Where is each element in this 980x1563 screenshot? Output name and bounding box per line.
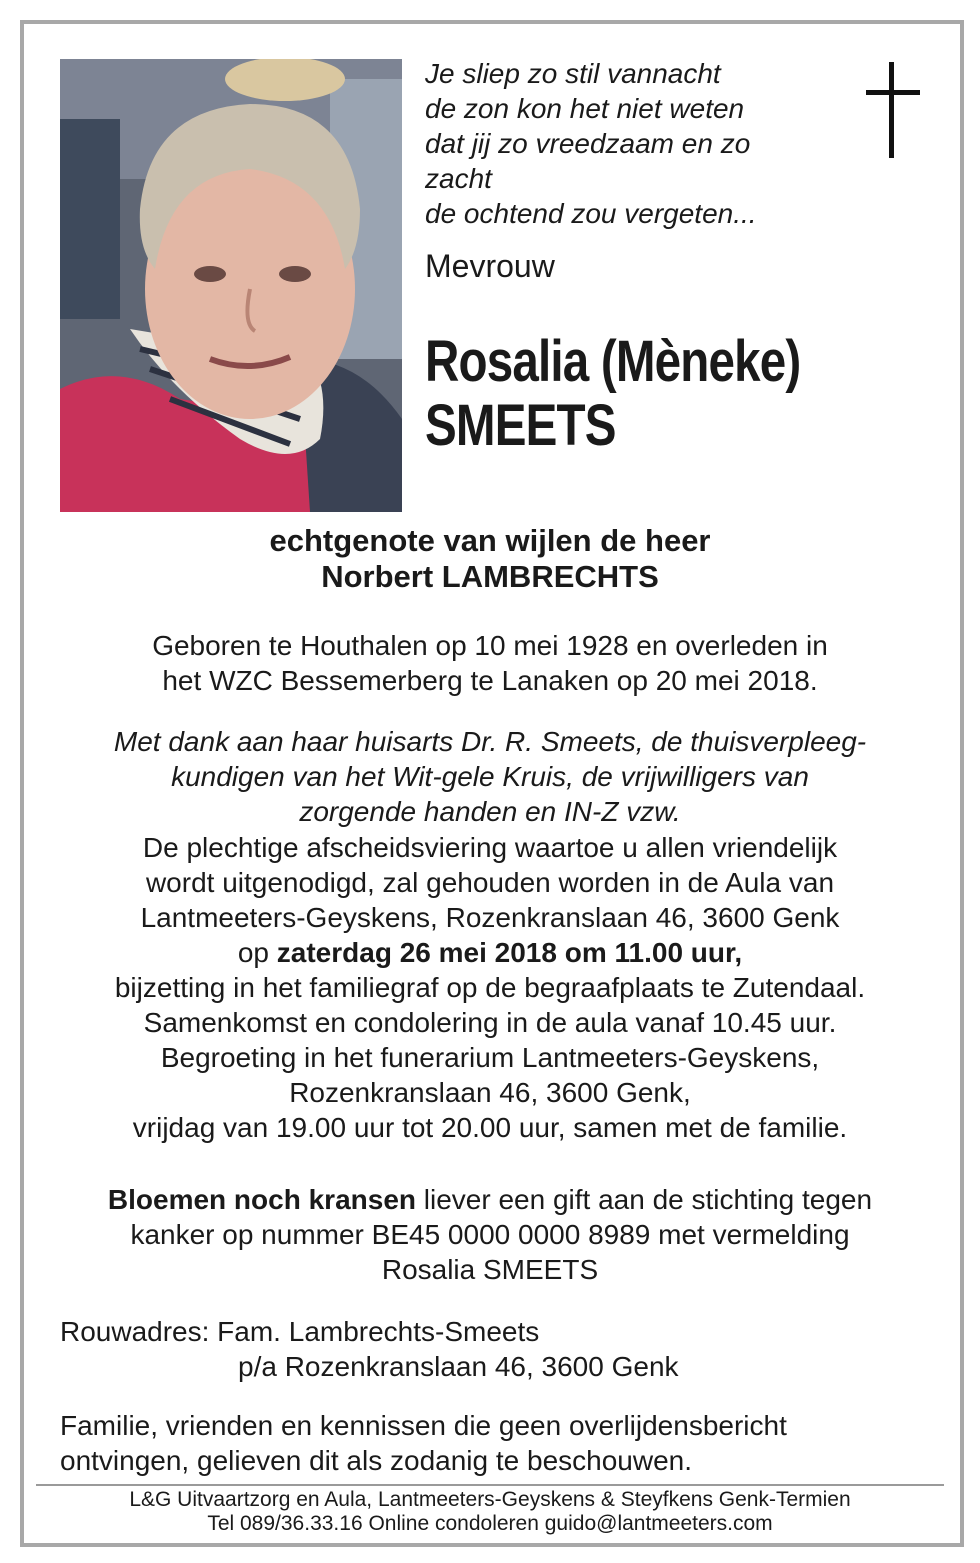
birth-death-line-1: Geboren te Houthalen op 10 mei 1928 en overleden in xyxy=(152,630,828,661)
spouse-line-1: echtgenote van wijlen de heer xyxy=(269,523,711,558)
thanks-line-2: kundigen van het Wit-gele Kruis, de vrijwilligers van xyxy=(171,761,809,792)
flowers-line-2: kanker op nummer BE45 0000 0000 8989 met vermelding xyxy=(130,1219,850,1250)
service-date-prefix: op xyxy=(237,937,277,968)
address-line-2: p/a Rozenkranslaan 46, 3600 Genk xyxy=(238,1351,679,1382)
address-line-1: Rouwadres: Fam. Lambrechts-Smeets xyxy=(60,1316,540,1347)
flowers-line-1 xyxy=(40,1182,940,1217)
service-line-3: Lantmeeters-Geyskens, Rozenkranslaan 46, 3600 Genk xyxy=(140,902,840,933)
poem xyxy=(425,56,845,231)
service-line-9: vrijdag van 19.00 uur tot 20.00 uur, samen met de familie. xyxy=(132,1112,848,1143)
service-block xyxy=(40,830,940,1145)
birth-death-block xyxy=(40,628,940,698)
poem-line: de ochtend zou vergeten... xyxy=(425,198,757,229)
deceased-name xyxy=(425,330,800,458)
family-note xyxy=(60,1408,787,1478)
service-line-6: Samenkomst en condolering in de aula vanaf 10.45 uur. xyxy=(143,1007,837,1038)
poem-line: Je sliep zo stil vannacht xyxy=(425,58,721,89)
deceased-first-name: Rosalia (Mèneke) xyxy=(425,329,801,394)
thanks-block xyxy=(40,724,940,829)
footer xyxy=(40,1488,940,1536)
footer-line-2: Tel 089/36.33.16 Online condoleren guido@lantmeeters.com xyxy=(207,1512,773,1535)
poem-line: de zon kon het niet weten xyxy=(425,93,745,124)
flowers-line-3: Rosalia SMEETS xyxy=(381,1254,599,1285)
deceased-last-name: SMEETS xyxy=(425,393,616,458)
service-line-5: bijzetting in het familiegraf op de begraafplaats te Zutendaal. xyxy=(114,972,866,1003)
poem-line: zacht xyxy=(425,163,492,194)
thanks-line-1: Met dank aan haar huisarts Dr. R. Smeets, de thuisverpleeg- xyxy=(113,726,867,757)
service-line-4 xyxy=(40,935,940,970)
service-line-7: Begroeting in het funerarium Lantmeeters-Geyskens, xyxy=(160,1042,820,1073)
poem-line: dat jij zo vreedzaam en zo xyxy=(425,128,751,159)
service-line-2: wordt uitgenodigd, zal gehouden worden in de Aula van xyxy=(145,867,835,898)
flowers-block xyxy=(40,1182,940,1287)
family-note-line-2: ontvingen, gelieven dit als zodanig te beschouwen. xyxy=(60,1445,692,1476)
service-line-1: De plechtige afscheidsviering waartoe u allen vriendelijk xyxy=(142,832,838,863)
spouse-line-2: Norbert LAMBRECHTS xyxy=(321,559,659,594)
birth-death-line-2: het WZC Bessemerberg te Lanaken op 20 mei 2018. xyxy=(162,665,818,696)
service-line-8: Rozenkranslaan 46, 3600 Genk, xyxy=(289,1077,691,1108)
footer-line-1: L&G Uitvaartzorg en Aula, Lantmeeters-Geyskens & Steyfkens Genk-Termien xyxy=(129,1488,851,1511)
thanks-line-3: zorgende handen en IN-Z vzw. xyxy=(299,796,681,827)
honorific: Mevrouw xyxy=(425,248,555,284)
cross-icon xyxy=(863,62,923,158)
footer-divider xyxy=(36,1484,944,1486)
mourning-address xyxy=(60,1314,679,1384)
portrait-image xyxy=(60,59,402,512)
flowers-line-1-rest: liever een gift aan de stichting tegen xyxy=(416,1184,873,1215)
spouse-block xyxy=(40,523,940,595)
flowers-heading: Bloemen noch kransen xyxy=(107,1184,416,1215)
family-note-line-1: Familie, vrienden en kennissen die geen overlijdensbericht xyxy=(60,1410,787,1441)
service-date: zaterdag 26 mei 2018 om 11.00 uur, xyxy=(276,937,743,968)
portrait-photo xyxy=(60,59,402,512)
